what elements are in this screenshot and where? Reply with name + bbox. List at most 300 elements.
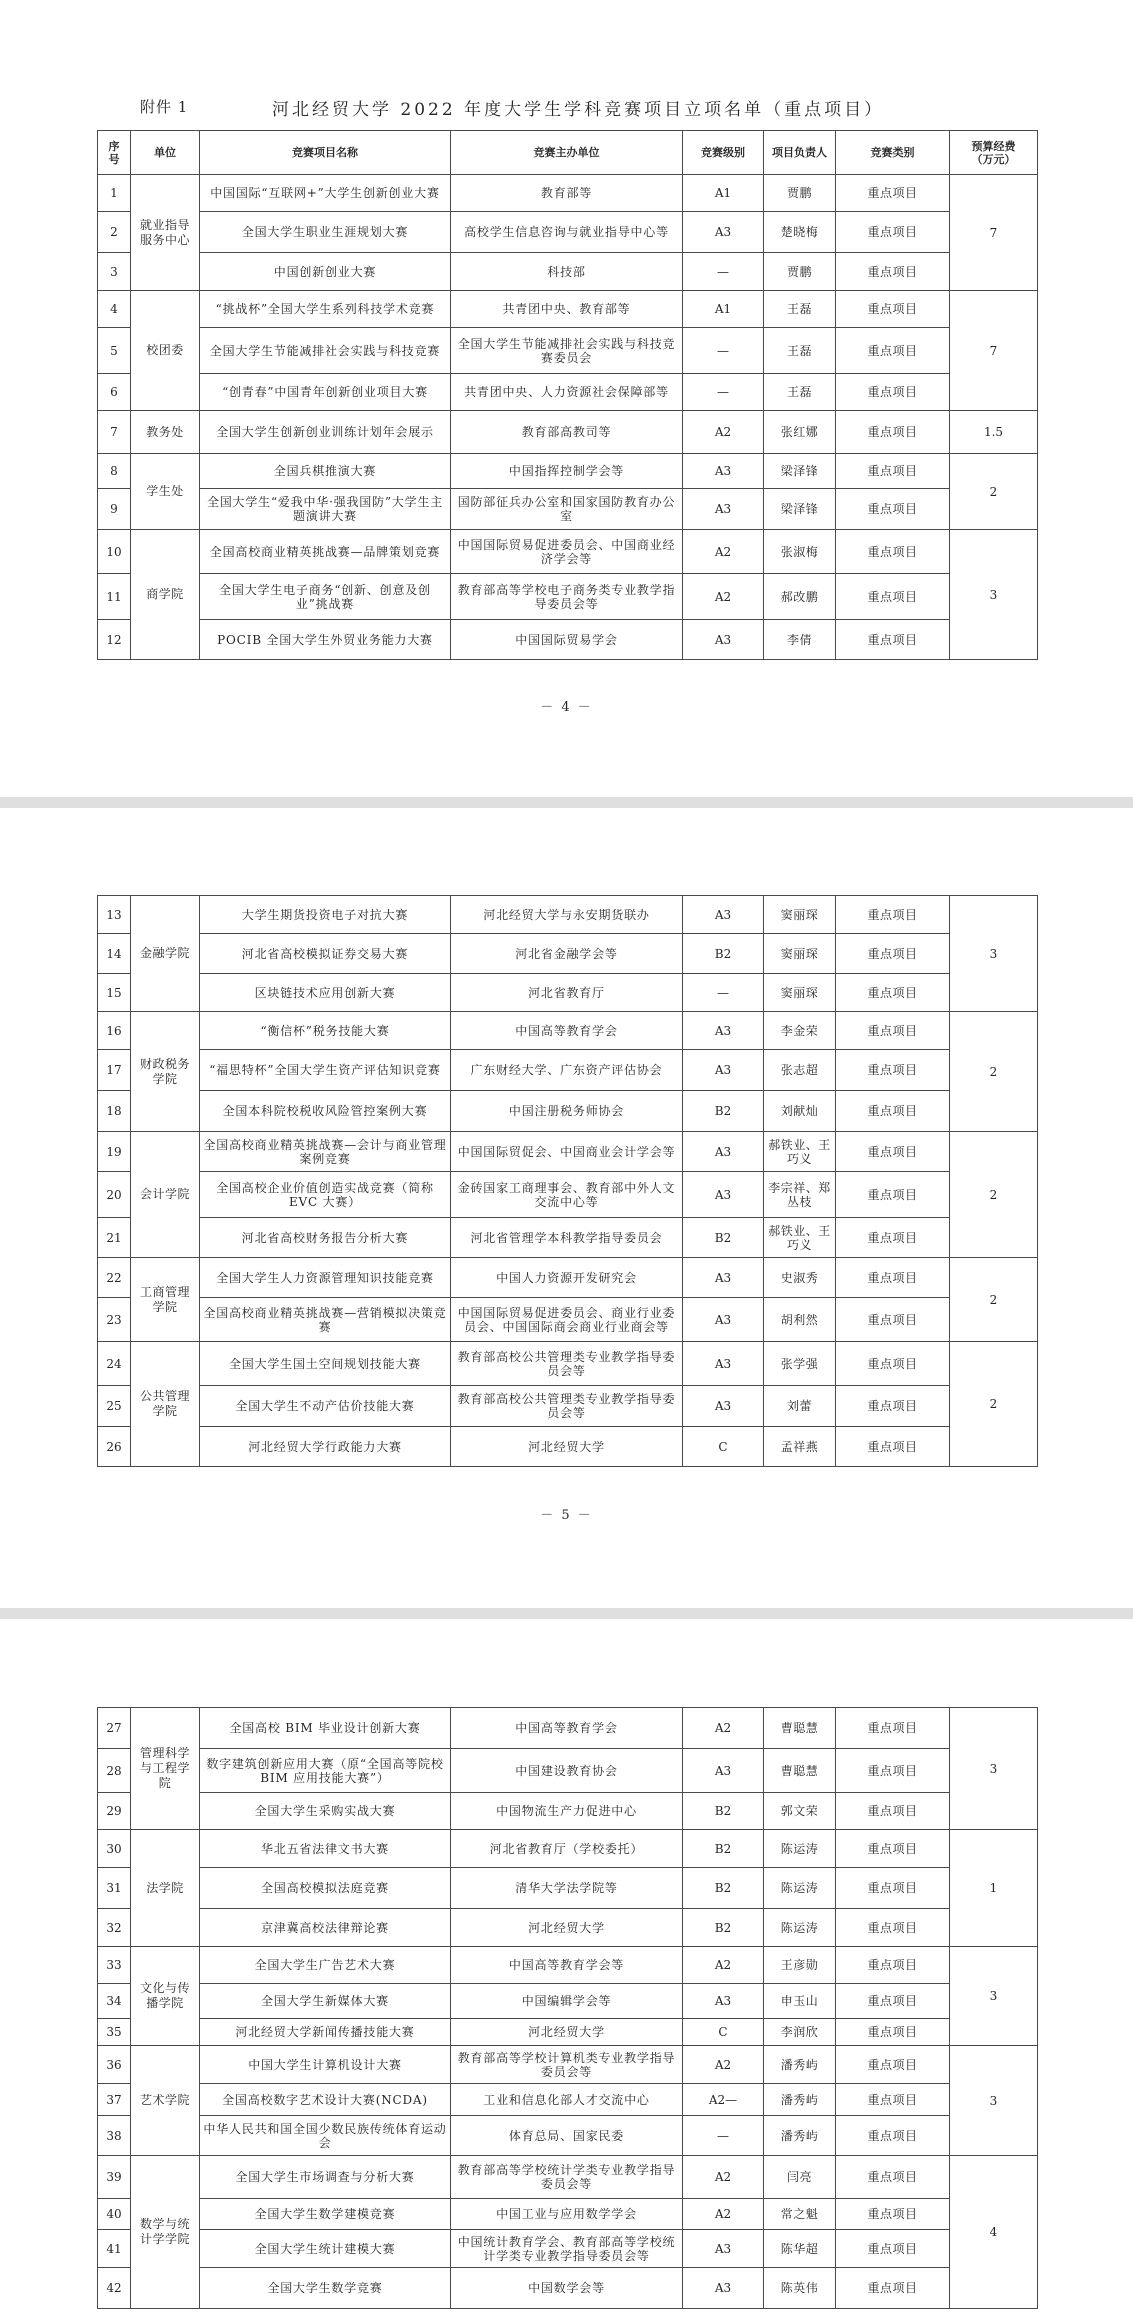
competition-level: A1 bbox=[714, 302, 732, 316]
table-row bbox=[98, 2230, 1038, 2268]
project-leader: 潘秀屿 bbox=[780, 2128, 819, 2143]
row-number: 14 bbox=[106, 946, 122, 961]
competition-level: A3 bbox=[714, 632, 732, 647]
competition-level: — bbox=[717, 985, 729, 1000]
cell-name bbox=[200, 1708, 451, 1749]
cell-name bbox=[200, 896, 451, 934]
cell-leader bbox=[764, 2230, 836, 2268]
table-row bbox=[98, 2116, 1038, 2156]
project-leader: 李金荣 bbox=[780, 1023, 819, 1038]
cell-name bbox=[200, 934, 451, 974]
table-header bbox=[98, 131, 1038, 175]
project-leader: 张志超 bbox=[780, 1063, 819, 1077]
project-leader: 陈华超 bbox=[780, 2241, 819, 2256]
cell-level bbox=[683, 1868, 764, 1909]
table-row bbox=[98, 1342, 1038, 1386]
competition-category: 重点项目 bbox=[867, 2057, 918, 2072]
project-leader: 郝改鹏 bbox=[780, 589, 819, 604]
competition-level: A3 bbox=[714, 1023, 732, 1038]
competition-level: A2 bbox=[714, 2057, 732, 2072]
project-leader: 曹聪慧 bbox=[780, 1721, 819, 1735]
cell-level bbox=[683, 530, 764, 574]
organizer-name: 河北省金融学会等 bbox=[515, 946, 618, 961]
table-row bbox=[98, 1749, 1038, 1793]
cell-name bbox=[200, 1749, 451, 1793]
table-row bbox=[98, 1012, 1038, 1050]
budget-value: 7 bbox=[989, 343, 998, 358]
competition-name: 全国本科院校税收风险管控案例大赛 bbox=[222, 1104, 428, 1118]
cell-leader bbox=[764, 2116, 836, 2156]
row-number: 3 bbox=[110, 264, 118, 279]
cell-category bbox=[836, 1091, 950, 1132]
cell-name bbox=[200, 2046, 451, 2084]
competition-name: “挑战杯”全国大学生系列科技学术竞赛 bbox=[215, 302, 435, 316]
competition-level: B2 bbox=[714, 1841, 732, 1856]
competition-category: 重点项目 bbox=[867, 385, 918, 399]
cell-budget bbox=[950, 2046, 1038, 2156]
competition-level: A3 bbox=[714, 2281, 732, 2295]
project-leader: 曹聪慧 bbox=[780, 1763, 819, 1778]
cell-leader bbox=[764, 1298, 836, 1342]
competition-category: 重点项目 bbox=[867, 302, 918, 316]
cell-budget bbox=[950, 291, 1038, 411]
row-number: 41 bbox=[106, 2241, 122, 2256]
row-number: 39 bbox=[106, 2170, 122, 2184]
competition-category: 重点项目 bbox=[867, 2025, 918, 2039]
cell-level bbox=[683, 2268, 764, 2309]
competition-name: 京津冀高校法律辩论赛 bbox=[260, 1920, 389, 1935]
cell-name bbox=[200, 1012, 451, 1050]
cell-leader bbox=[764, 1868, 836, 1909]
table-row bbox=[98, 1298, 1038, 1342]
cell-name bbox=[200, 1868, 451, 1909]
cell-organizer bbox=[451, 374, 683, 411]
cell-category bbox=[836, 1342, 950, 1386]
cell-no bbox=[98, 374, 131, 411]
cell-category bbox=[836, 1947, 950, 1984]
cell-leader bbox=[764, 530, 836, 574]
table-row bbox=[98, 374, 1038, 411]
competition-level: A3 bbox=[714, 1063, 732, 1077]
cell-level bbox=[683, 328, 764, 374]
row-number: 12 bbox=[106, 632, 122, 647]
cell-category bbox=[836, 1298, 950, 1342]
competition-name: 全国大学生广告艺术大赛 bbox=[254, 1958, 396, 1972]
competition-name: 全国高校模拟法庭竞赛 bbox=[260, 1881, 389, 1895]
table-row bbox=[98, 1386, 1038, 1427]
project-leader: 史淑秀 bbox=[780, 1270, 819, 1285]
competition-level: A3 bbox=[714, 225, 732, 239]
cell-budget bbox=[950, 1342, 1038, 1467]
row-number: 35 bbox=[106, 2025, 122, 2039]
cell-leader bbox=[764, 1091, 836, 1132]
cell-level bbox=[683, 1708, 764, 1749]
competition-table bbox=[97, 130, 1038, 660]
cell-name bbox=[200, 328, 451, 374]
row-number: 19 bbox=[106, 1144, 122, 1159]
cell-no bbox=[98, 1830, 131, 1868]
table-row bbox=[98, 1909, 1038, 1947]
cell-category bbox=[836, 1050, 950, 1091]
competition-level: A3 bbox=[714, 1356, 732, 1371]
competition-name: 全国大学生采购实战大赛 bbox=[254, 1804, 396, 1818]
cell-organizer bbox=[451, 1342, 683, 1386]
cell-category bbox=[836, 2084, 950, 2116]
cell-level bbox=[683, 212, 764, 253]
header-category-label: 竞赛类别 bbox=[870, 146, 915, 159]
competition-level: A2 bbox=[714, 2170, 732, 2184]
cell-budget bbox=[950, 411, 1038, 454]
competition-level: A3 bbox=[714, 1312, 732, 1327]
competition-name: 中国创新创业大赛 bbox=[273, 264, 377, 279]
table-row bbox=[98, 489, 1038, 530]
competition-category: 重点项目 bbox=[867, 2128, 918, 2143]
competition-category: 重点项目 bbox=[867, 632, 918, 647]
competition-name: 河北经贸大学新闻传播技能大赛 bbox=[235, 2025, 415, 2039]
cell-level bbox=[683, 175, 764, 212]
competition-name: 全国大学生人力资源管理知识技能竞赛 bbox=[216, 1270, 434, 1285]
row-number: 40 bbox=[106, 2207, 122, 2221]
competition-name: 全国大学生数学建模竞赛 bbox=[254, 2207, 396, 2221]
cell-leader bbox=[764, 2084, 836, 2116]
cell-organizer bbox=[451, 1749, 683, 1793]
project-leader: 陈运涛 bbox=[780, 1881, 819, 1895]
competition-table bbox=[97, 895, 1038, 1467]
page-number: － 4 － bbox=[540, 700, 593, 715]
table-body bbox=[98, 175, 1038, 660]
cell-leader bbox=[764, 2268, 836, 2309]
cell-level bbox=[683, 896, 764, 934]
cell-name bbox=[200, 411, 451, 454]
row-number: 28 bbox=[106, 1763, 122, 1778]
competition-name: 全国大学生节能减排社会实践与科技竞赛 bbox=[209, 343, 441, 358]
organizer-name: 中国国际贸易学会 bbox=[515, 632, 618, 647]
header-budget-label: 预算经费（万元） bbox=[971, 139, 1016, 166]
organizer-name: 中国注册税务师协会 bbox=[508, 1104, 625, 1118]
cell-organizer bbox=[451, 1091, 683, 1132]
project-leader: 胡利然 bbox=[780, 1312, 819, 1327]
row-number: 34 bbox=[106, 1994, 122, 2008]
project-leader: 郝铁业、王巧义 bbox=[768, 1223, 831, 1252]
project-leader: 王磊 bbox=[786, 343, 812, 358]
competition-name: 全国高校商业精英挑战赛—会计与商业管理案例竞赛 bbox=[203, 1137, 447, 1166]
budget-value: 3 bbox=[989, 587, 998, 602]
competition-name: 全国高校商业精英挑战赛—营销模拟决策竞赛 bbox=[203, 1305, 447, 1334]
cell-level bbox=[683, 1793, 764, 1830]
cell-level bbox=[683, 974, 764, 1012]
cell-level bbox=[683, 1386, 764, 1427]
organizer-name: 中国指挥控制学会等 bbox=[508, 464, 625, 478]
competition-category: 重点项目 bbox=[867, 264, 918, 279]
project-leader: 王磊 bbox=[786, 302, 812, 316]
organizer-name: 教育部高教司等 bbox=[521, 425, 612, 439]
organizer-name: 高校学生信息咨询与就业指导中心等 bbox=[464, 225, 669, 239]
cell-category bbox=[836, 489, 950, 530]
competition-category: 重点项目 bbox=[867, 225, 918, 239]
cell-level bbox=[683, 2156, 764, 2199]
row-number: 31 bbox=[106, 1881, 122, 1895]
cell-no bbox=[98, 1427, 131, 1467]
cell-organizer bbox=[451, 2046, 683, 2084]
organizer-name: 中国高等教育学会等 bbox=[508, 1958, 625, 1972]
budget-value: 7 bbox=[989, 225, 998, 240]
competition-category: 重点项目 bbox=[867, 464, 918, 478]
cell-budget bbox=[950, 530, 1038, 660]
competition-name: 全国大学生电子商务“创新、创意及创业”挑战赛 bbox=[219, 582, 431, 611]
cell-no bbox=[98, 2156, 131, 2199]
cell-no bbox=[98, 328, 131, 374]
cell-name bbox=[200, 212, 451, 253]
cell-no bbox=[98, 896, 131, 934]
competition-category: 重点项目 bbox=[867, 2281, 918, 2295]
unit-name: 商学院 bbox=[146, 587, 184, 601]
cell-budget bbox=[950, 2156, 1038, 2309]
cell-category bbox=[836, 896, 950, 934]
cell-name bbox=[200, 1342, 451, 1386]
cell-no bbox=[98, 1132, 131, 1172]
cell-level bbox=[683, 2230, 764, 2268]
cell-level bbox=[683, 253, 764, 291]
header-name-label: 竞赛项目名称 bbox=[292, 146, 358, 159]
cell-no bbox=[98, 1012, 131, 1050]
competition-name: 全国大学生数学竞赛 bbox=[267, 2281, 383, 2295]
project-leader: 梁泽锋 bbox=[780, 502, 819, 516]
organizer-name: 河北经贸大学与永安期货联办 bbox=[483, 907, 650, 922]
cell-category bbox=[836, 2268, 950, 2309]
cell-leader bbox=[764, 1342, 836, 1386]
row-number: 36 bbox=[106, 2057, 122, 2072]
project-leader: 闫亮 bbox=[786, 2170, 812, 2184]
competition-category: 重点项目 bbox=[867, 946, 918, 961]
competition-level: A3 bbox=[714, 464, 732, 478]
competition-level: A2 bbox=[714, 2207, 732, 2221]
cell-no bbox=[98, 2199, 131, 2230]
competition-level: A1 bbox=[714, 186, 732, 200]
competition-name: “福思特杯”全国大学生资产评估知识竞赛 bbox=[209, 1063, 441, 1077]
competition-category: 重点项目 bbox=[867, 425, 918, 439]
cell-organizer bbox=[451, 1708, 683, 1749]
cell-category bbox=[836, 175, 950, 212]
cell-name bbox=[200, 454, 451, 489]
cell-no bbox=[98, 1868, 131, 1909]
table-body bbox=[98, 896, 1038, 1467]
organizer-name: 教育部等 bbox=[540, 186, 593, 200]
cell-level bbox=[683, 411, 764, 454]
table-row bbox=[98, 411, 1038, 454]
header-level-label: 竞赛级别 bbox=[701, 146, 745, 159]
competition-category: 重点项目 bbox=[867, 1920, 918, 1935]
budget-value: 4 bbox=[989, 2225, 998, 2239]
header-no bbox=[98, 131, 131, 175]
cell-category bbox=[836, 1132, 950, 1172]
cell-category bbox=[836, 1868, 950, 1909]
cell-unit bbox=[131, 1012, 200, 1132]
competition-level: — bbox=[717, 2128, 729, 2143]
competition-name: 全国大学生职业生涯规划大赛 bbox=[241, 225, 409, 239]
competition-category: 重点项目 bbox=[867, 1881, 918, 1895]
organizer-name: 广东财经大学、广东资产评估协会 bbox=[470, 1063, 663, 1077]
table-row bbox=[98, 574, 1038, 620]
cell-leader bbox=[764, 1708, 836, 1749]
competition-table bbox=[97, 1707, 1038, 2309]
competition-level: A2 bbox=[714, 1721, 732, 1735]
row-number: 37 bbox=[106, 2092, 122, 2107]
organizer-name: 金砖国家工商理事会、教育部中外人文交流中心等 bbox=[457, 1180, 676, 1209]
cell-unit bbox=[131, 291, 200, 411]
cell-organizer bbox=[451, 620, 683, 660]
competition-level: B2 bbox=[714, 1104, 732, 1118]
row-number: 21 bbox=[106, 1230, 122, 1245]
cell-organizer bbox=[451, 530, 683, 574]
table-row bbox=[98, 934, 1038, 974]
organizer-name: 中国人力资源开发研究会 bbox=[496, 1270, 637, 1285]
competition-category: 重点项目 bbox=[867, 1023, 918, 1038]
table-row bbox=[98, 1050, 1038, 1091]
row-number: 32 bbox=[106, 1920, 122, 1935]
cell-leader bbox=[764, 1258, 836, 1298]
unit-name: 金融学院 bbox=[139, 946, 190, 960]
cell-category bbox=[836, 1708, 950, 1749]
table-row bbox=[98, 212, 1038, 253]
table-row bbox=[98, 1258, 1038, 1298]
competition-category: 重点项目 bbox=[867, 1104, 918, 1118]
cell-budget bbox=[950, 1947, 1038, 2046]
cell-category bbox=[836, 934, 950, 974]
cell-organizer bbox=[451, 2156, 683, 2199]
cell-organizer bbox=[451, 1947, 683, 1984]
cell-leader bbox=[764, 1012, 836, 1050]
organizer-name: 教育部高等学校电子商务类专业教学指导委员会等 bbox=[457, 582, 676, 611]
cell-organizer bbox=[451, 2084, 683, 2116]
row-number: 27 bbox=[106, 1721, 122, 1735]
competition-level: A3 bbox=[714, 1270, 732, 1285]
competition-category: 重点项目 bbox=[867, 1994, 918, 2008]
document-page-3 bbox=[0, 1619, 1133, 2313]
competition-name: 全国高校企业价值创造实战竞赛（简称 EVC 大赛） bbox=[216, 1180, 434, 1209]
cell-name bbox=[200, 1091, 451, 1132]
cell-category bbox=[836, 1012, 950, 1050]
table-row bbox=[98, 2268, 1038, 2309]
cell-no bbox=[98, 934, 131, 974]
table-row bbox=[98, 530, 1038, 574]
unit-name: 工商管理学院 bbox=[139, 1284, 190, 1314]
unit-name: 数学与统计学学院 bbox=[139, 2217, 190, 2246]
cell-leader bbox=[764, 574, 836, 620]
project-leader: 张淑梅 bbox=[780, 544, 819, 559]
cell-no bbox=[98, 212, 131, 253]
competition-category: 重点项目 bbox=[867, 1399, 918, 1413]
cell-organizer bbox=[451, 2116, 683, 2156]
cell-unit bbox=[131, 2046, 200, 2156]
cell-no bbox=[98, 1298, 131, 1342]
competition-level: A2 bbox=[714, 589, 732, 604]
competition-level: A3 bbox=[714, 1187, 732, 1202]
cell-category bbox=[836, 1749, 950, 1793]
header-leader bbox=[764, 131, 836, 175]
cell-no bbox=[98, 1984, 131, 2019]
unit-name: 校团委 bbox=[146, 343, 184, 357]
cell-no bbox=[98, 2116, 131, 2156]
cell-leader bbox=[764, 1218, 836, 1258]
cell-name bbox=[200, 974, 451, 1012]
cell-leader bbox=[764, 1427, 836, 1467]
cell-organizer bbox=[451, 2230, 683, 2268]
row-number: 38 bbox=[106, 2128, 122, 2143]
competition-category: 重点项目 bbox=[867, 1356, 918, 1371]
cell-no bbox=[98, 1386, 131, 1427]
unit-name: 会计学院 bbox=[139, 1187, 190, 1201]
row-number: 5 bbox=[110, 343, 118, 358]
unit-name: 就业指导服务中心 bbox=[139, 217, 190, 247]
cell-organizer bbox=[451, 489, 683, 530]
table-body bbox=[98, 1708, 1038, 2309]
cell-organizer bbox=[451, 411, 683, 454]
organizer-name: 工业和信息化部人才交流中心 bbox=[483, 2092, 650, 2107]
table-row bbox=[98, 1868, 1038, 1909]
competition-category: 重点项目 bbox=[867, 985, 918, 1000]
budget-value: 1.5 bbox=[983, 425, 1004, 439]
cell-level bbox=[683, 1830, 764, 1868]
cell-category bbox=[836, 1793, 950, 1830]
header-level bbox=[683, 131, 764, 175]
cell-organizer bbox=[451, 1298, 683, 1342]
cell-unit bbox=[131, 1947, 200, 2046]
cell-no bbox=[98, 253, 131, 291]
cell-level bbox=[683, 1091, 764, 1132]
cell-level bbox=[683, 2046, 764, 2084]
cell-name bbox=[200, 530, 451, 574]
cell-level bbox=[683, 574, 764, 620]
cell-leader bbox=[764, 1386, 836, 1427]
organizer-name: 教育部高校公共管理类专业教学指导委员会等 bbox=[457, 1349, 676, 1378]
cell-leader bbox=[764, 1749, 836, 1793]
table-row bbox=[98, 620, 1038, 660]
cell-leader bbox=[764, 1793, 836, 1830]
organizer-name: 教育部高等学校统计学类专业教学指导委员会等 bbox=[457, 2163, 676, 2191]
competition-name: 全国大学生市场调查与分析大赛 bbox=[235, 2170, 415, 2184]
unit-name: 文化与传播学院 bbox=[139, 1981, 190, 2010]
budget-value: 2 bbox=[989, 1187, 998, 1202]
cell-name bbox=[200, 1132, 451, 1172]
project-leader: 贾鹏 bbox=[786, 186, 812, 200]
project-leader: 刘献灿 bbox=[780, 1104, 819, 1118]
cell-category bbox=[836, 374, 950, 411]
budget-value: 2 bbox=[989, 1064, 998, 1079]
cell-level bbox=[683, 1298, 764, 1342]
cell-name bbox=[200, 2019, 451, 2046]
cell-level bbox=[683, 1947, 764, 1984]
cell-organizer bbox=[451, 1830, 683, 1868]
cell-organizer bbox=[451, 1793, 683, 1830]
cell-level bbox=[683, 489, 764, 530]
competition-level: A3 bbox=[714, 1144, 732, 1159]
cell-name bbox=[200, 1050, 451, 1091]
cell-no bbox=[98, 454, 131, 489]
competition-name: 河北经贸大学行政能力大赛 bbox=[248, 1439, 402, 1454]
budget-value: 3 bbox=[989, 2093, 998, 2108]
competition-name: 中国国际“互联网+”大学生创新创业大赛 bbox=[210, 186, 440, 200]
project-leader: 潘秀屿 bbox=[780, 2057, 819, 2072]
competition-name: 数字建筑创新应用大赛（原“全国高等院校 BIM 应用技能大赛”） bbox=[206, 1756, 444, 1785]
cell-level bbox=[683, 454, 764, 489]
header-leader-label: 项目负责人 bbox=[772, 146, 827, 159]
attachment-label: 附件 1 bbox=[140, 98, 189, 116]
competition-level: B2 bbox=[714, 1920, 732, 1935]
competition-level: A3 bbox=[714, 502, 732, 516]
cell-name bbox=[200, 620, 451, 660]
project-leader: 楚晓梅 bbox=[780, 225, 819, 239]
cell-category bbox=[836, 1386, 950, 1427]
